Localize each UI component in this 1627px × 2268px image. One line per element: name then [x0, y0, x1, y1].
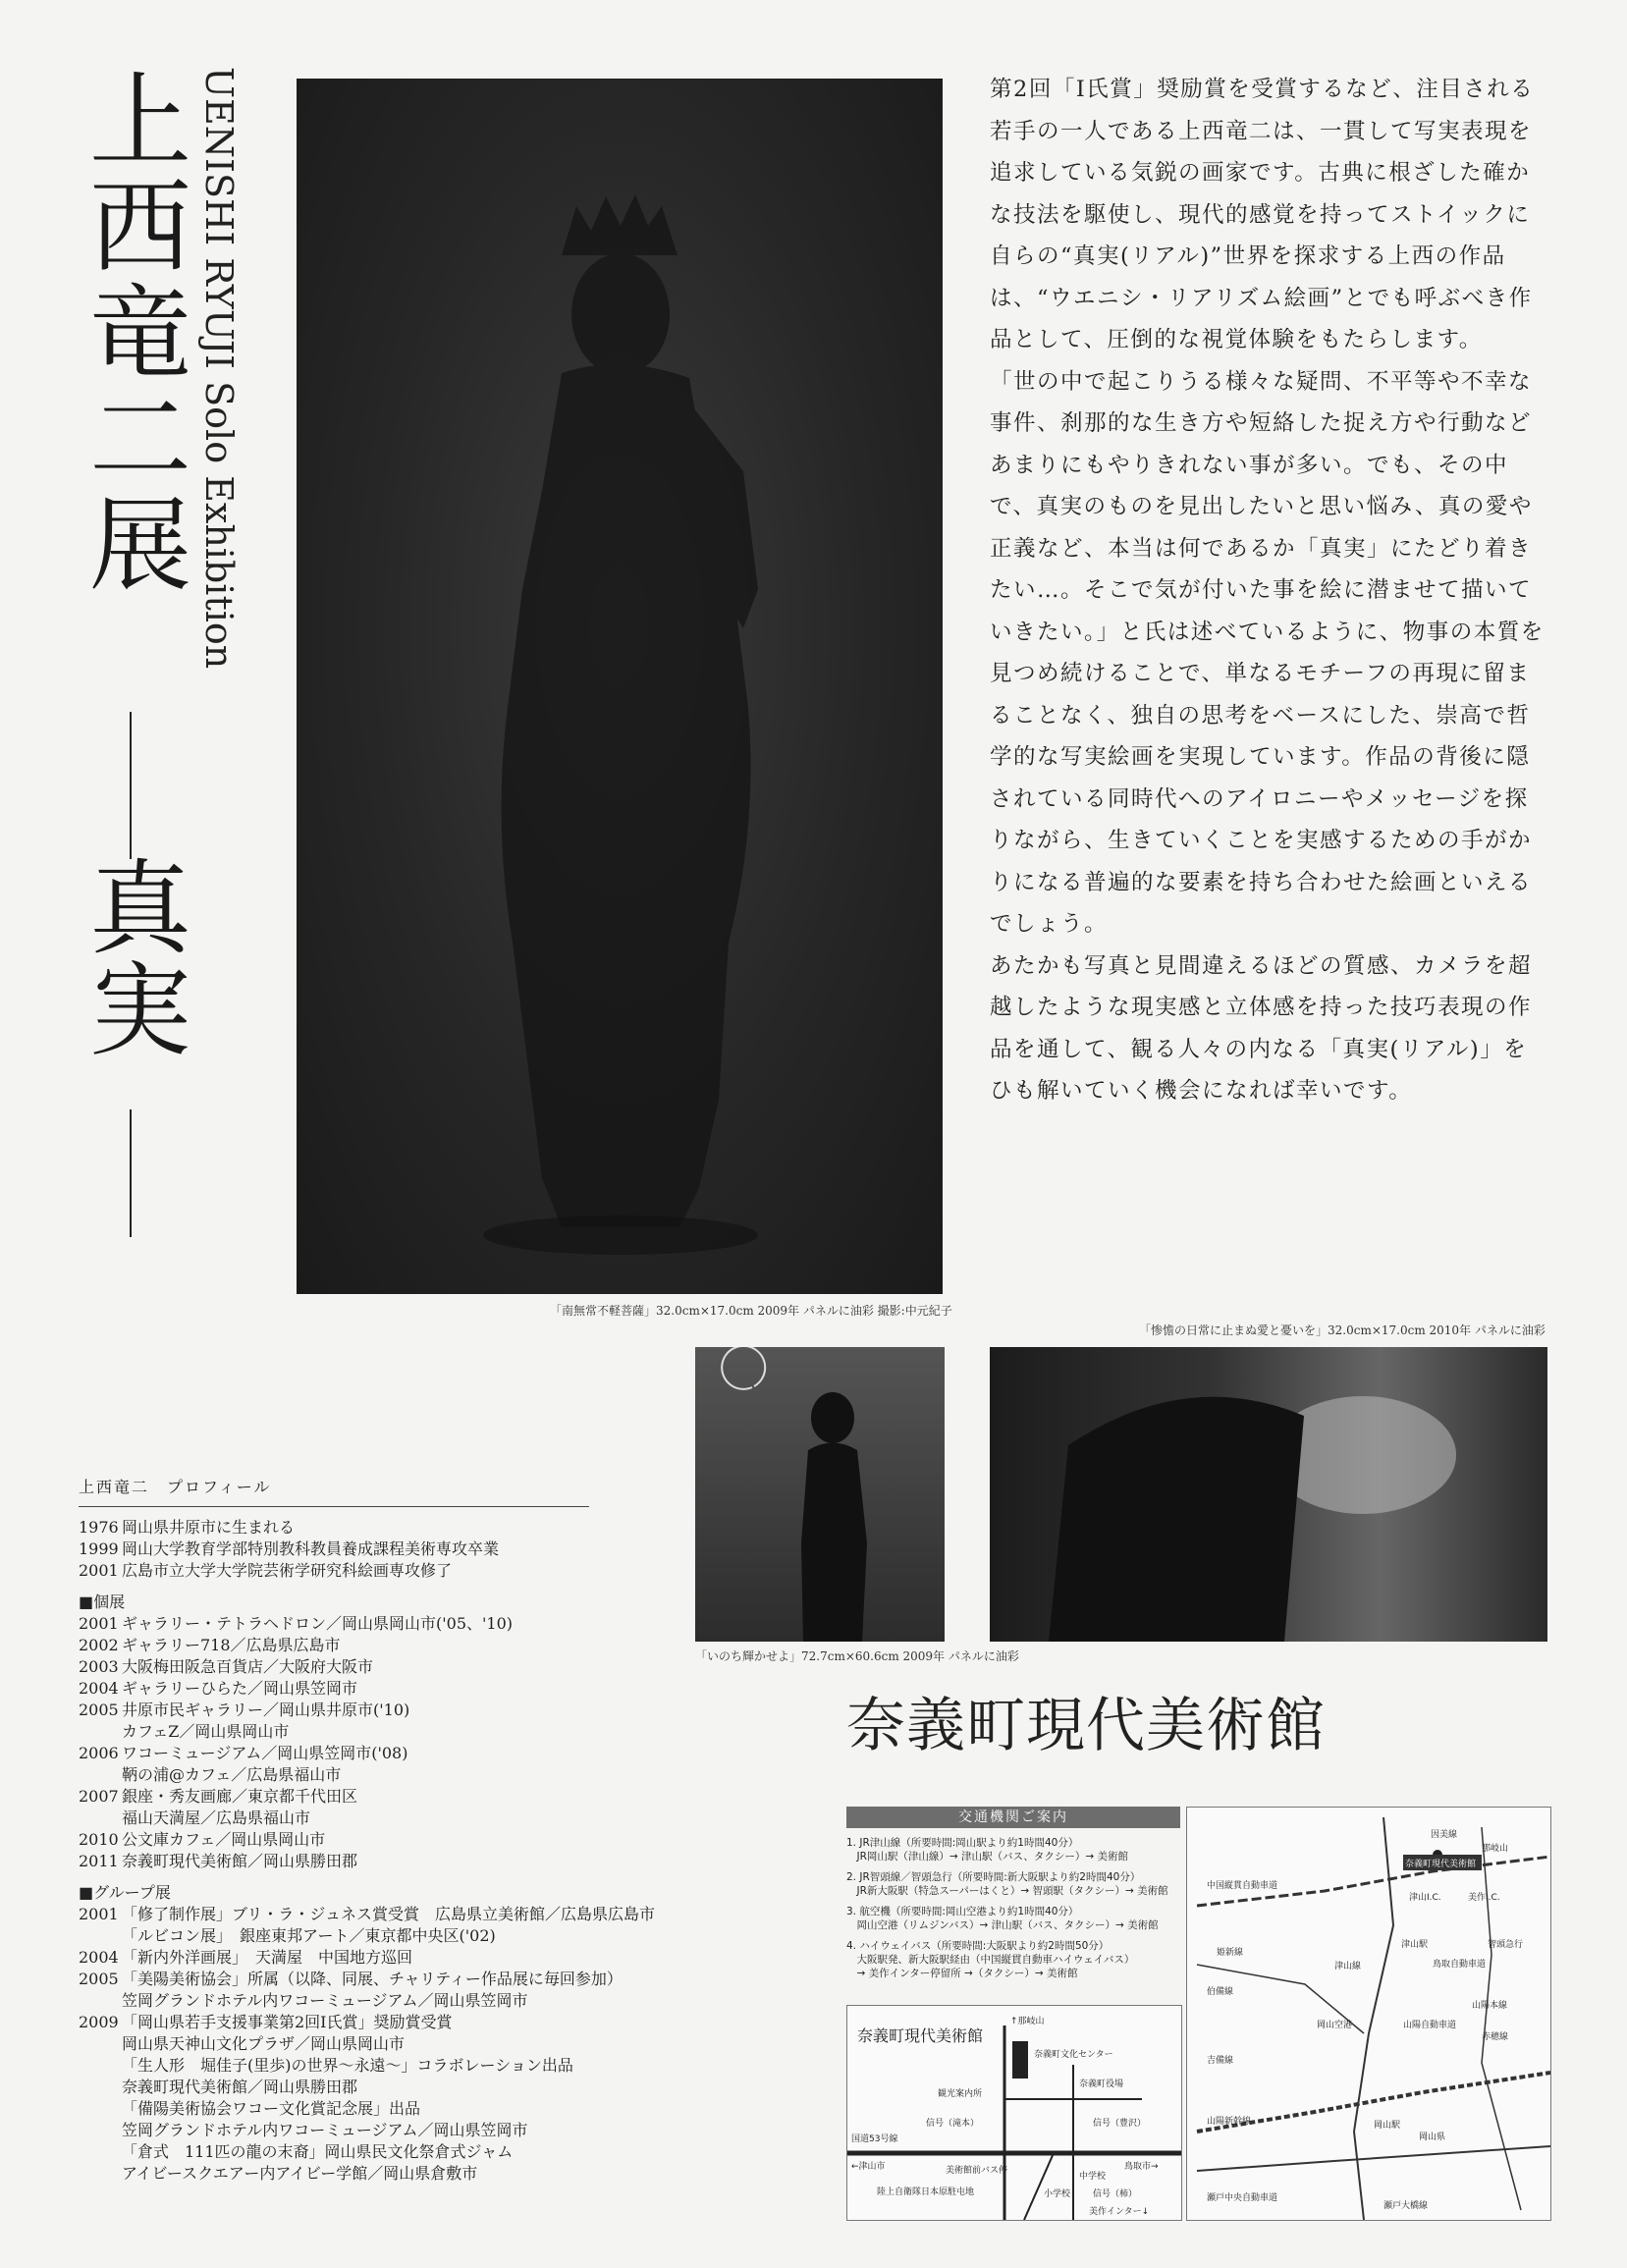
map-label: 伯備線: [1207, 1987, 1234, 1997]
statue-silhouette: [297, 79, 943, 1294]
exhibition-year: [79, 1925, 122, 1947]
exhibition-text: 笠岡グランドホテル内ワコーミュージアム／岡山県笠岡市: [122, 2121, 528, 2139]
exhibition-text: ワコーミュージアム／岡山県笠岡市('08): [122, 1744, 408, 1762]
access-item: [846, 1939, 1180, 1980]
map-label: 奈義町現代美術館: [1405, 1860, 1477, 1869]
exhibition-text: 笠岡グランドホテル内ワコーミュージアム／岡山県笠岡市: [122, 1991, 528, 2010]
exhibition-text: 「岡山県若手支援事業第2回I氏賞」奨励賞受賞: [122, 2013, 453, 2031]
page-subtitle: 真実: [72, 854, 191, 1058]
exhibition-year: [79, 2098, 122, 2120]
map-label: 信号（滝本）: [926, 2119, 980, 2129]
solo-heading: ■個展: [79, 1593, 126, 1611]
exhibition-text: 奈義町現代美術館／岡山県勝田郡: [122, 1852, 358, 1870]
exhibition-item: [79, 1656, 589, 1678]
map-label: 吉備線: [1207, 2056, 1234, 2066]
exhibition-year: [79, 2163, 122, 2185]
access-line: → 美作インター停留所 →（タクシー）→ 美術館: [846, 1968, 1078, 1979]
map-label: 瀬戸大橋線: [1383, 2201, 1429, 2211]
map-label: 岡山空港: [1317, 2021, 1353, 2030]
exhibition-item: [79, 1721, 589, 1743]
figure-silhouette: [695, 1347, 945, 1642]
exhibition-year: 2010: [79, 1830, 119, 1849]
exhibition-item: [79, 2077, 589, 2098]
page-title: 上西竜二展: [72, 67, 191, 597]
title-dash: [130, 1109, 132, 1237]
exhibition-year: 2006: [79, 1744, 119, 1762]
exhibition-year: 2004: [79, 1948, 119, 1967]
exhibition-item: [79, 2033, 589, 2055]
intro-paragraph: 第2回「I氏賞」奨励賞を受賞するなど、注目される若手の一人である上西竜二は、一貫して写実表現を追求している気鋭の画家です。古典に根ざした確かな技法を駆使し、現代的感覚を持ってストイックに自らの“真実(リアル)”世界を探求する上西の作品は、“ウエニシ・リアリズム絵画”とでも呼ぶべき作品として、圧倒的な視覚体験をもたらします。: [990, 77, 1535, 352]
map-label: 鳥取自動車道: [1433, 1960, 1487, 1970]
access-item: [846, 1905, 1180, 1932]
map-label: 奈義町文化センター: [1034, 2050, 1113, 2060]
map-label: 美作I.C.: [1468, 1893, 1500, 1903]
exhibition-text: 福山天満屋／広島県福山市: [122, 1809, 311, 1827]
access-item: [846, 1870, 1180, 1898]
map-label: 信号（柿）: [1093, 2189, 1138, 2199]
exhibition-year: 2005: [79, 1701, 119, 1719]
map-label: 那岐山: [1482, 1844, 1509, 1854]
museum-name: 奈義町現代美術館: [846, 1692, 1326, 1760]
artwork-small-image: [695, 1347, 945, 1642]
artwork-main-image: [297, 79, 943, 1294]
caption-small: 「いのち輝かせよ」72.7cm×60.6cm 2009年 パネルに油彩: [695, 1649, 1019, 1663]
caption-wide: 「惨憺の日常に止まぬ愛と憂いを」32.0cm×17.0cm 2010年 パネルに油彩: [1139, 1323, 1546, 1337]
exhibition-year: 2011: [79, 1852, 119, 1870]
exhibition-year: [79, 2141, 122, 2163]
access-line: 3. 航空機（所要時間:岡山空港より約1時間40分）: [846, 1906, 1079, 1917]
map-label: 津山線: [1334, 1962, 1362, 1971]
access-line: 岡山空港（リムジンバス）→ 津山駅（バス、タクシー）→ 美術館: [846, 1919, 1159, 1931]
exhibition-item: [79, 1904, 656, 1925]
exhibition-item: [79, 1851, 589, 1872]
exhibition-item: [79, 1829, 589, 1851]
bio-item: 2001 広島市立大学大学院芸術学研究科絵画専攻修了: [79, 1561, 453, 1580]
exhibition-item: [79, 1808, 589, 1829]
exhibition-item: [79, 1635, 589, 1656]
map-label: 陸上自衛隊日本原駐屯地: [877, 2187, 975, 2197]
exhibition-year: [79, 2033, 122, 2055]
route-map-lines: [1187, 1808, 1550, 2220]
map-label: 因美線: [1431, 1830, 1458, 1840]
access-line: 2. JR智頭線／智頭急行（所要時間:新大阪駅より約2時間40分）: [846, 1871, 1141, 1883]
title-dash: [130, 712, 132, 859]
exhibition-text: 銀座・秀友画廊／東京都千代田区: [122, 1787, 358, 1806]
map-label: 山陽本線: [1472, 2001, 1508, 2011]
map-label: 信号（豊沢）: [1093, 2119, 1147, 2129]
exhibition-year: [79, 2055, 122, 2077]
map-label: 観光案内所: [938, 2089, 983, 2099]
access-line: JR岡山駅（津山線）→ 津山駅（バス、タクシー）→ 美術館: [846, 1851, 1128, 1863]
exhibition-text: アイビースクエアー内アイビー学館／岡山県倉敷市: [122, 2164, 478, 2183]
exhibition-year: 2005: [79, 1970, 119, 1988]
map-label: 美作インター↓: [1089, 2207, 1150, 2217]
exhibition-item: [79, 1743, 589, 1764]
exhibition-text: 「新内外洋画展」 天満屋 中国地方巡回: [122, 1948, 413, 1967]
caption-main: 「南無常不軽菩薩」32.0cm×17.0cm 2009年 パネルに油彩 撮影:中元紀子: [550, 1304, 952, 1318]
exhibition-year: 2001: [79, 1614, 119, 1633]
map-label: 山陽自動車道: [1403, 2021, 1457, 2030]
access-line: 大阪駅発、新大阪駅経由（中国縦貫自動車ハイウェイバス）: [846, 1954, 1135, 1966]
exhibition-item: [79, 1764, 589, 1786]
map-label: 鳥取市→: [1124, 2162, 1159, 2172]
artist-profile: [79, 1477, 656, 2185]
exhibition-text: 「備陽美術協会ワコー文化賞記念展」出品: [122, 2099, 421, 2118]
exhibition-item: [79, 2141, 589, 2163]
map-label: 中学校: [1079, 2172, 1107, 2182]
group-list: [79, 1904, 656, 2185]
exhibition-year: 2003: [79, 1657, 119, 1676]
exhibition-item: [79, 1947, 589, 1969]
local-map-title: 奈義町現代美術館: [857, 2026, 984, 2045]
exhibition-text: 「美陽美術協会」所属（以降、同展、チャリティー作品展に毎回参加）: [122, 1970, 623, 1988]
exhibition-item: [79, 2055, 589, 2077]
map-label: 小学校: [1044, 2189, 1071, 2199]
exhibition-item: [79, 2012, 589, 2033]
exhibition-item: [79, 1925, 589, 1947]
intro-paragraph: あたかも写真と見間違えるほどの質感、カメラを超越したような現実感と立体感を持った技巧表現の作品を通して、観る人々の内なる「真実(リアル)」をひも解いていく機会になれば幸いです。: [990, 952, 1533, 1104]
bio-item: 1999 岡山大学教育学部特別教科教員養成課程美術専攻卒業: [79, 1539, 500, 1558]
exhibition-year: [79, 1721, 122, 1743]
exhibition-text: ギャラリー・テトラヘドロン／岡山県岡山市('05、'10): [122, 1614, 514, 1633]
access-line: JR新大阪駅（特急スーパーはくと）→ 智頭駅（タクシー）→ 美術館: [846, 1885, 1168, 1897]
access-info: [846, 1807, 1180, 1987]
exhibition-year: 2001: [79, 1905, 119, 1923]
exhibition-text: 「ルビコン展」 銀座東邦アート／東京都中央区('02): [122, 1926, 496, 1945]
map-label: 姫新線: [1217, 1948, 1244, 1958]
exhibition-year: 2009: [79, 2013, 119, 2031]
exhibition-text: 岡山県天神山文化プラザ／岡山県岡山市: [122, 2034, 406, 2053]
map-label: 瀬戸中央自動車道: [1207, 2193, 1278, 2203]
map-label: ←津山市: [851, 2162, 886, 2172]
exhibition-text: カフェZ／岡山県岡山市: [122, 1722, 290, 1741]
bio-list: [79, 1517, 589, 1582]
exhibition-text: ギャラリーひらた／岡山県笠岡市: [122, 1679, 358, 1698]
profile-heading: 上西竜二 プロフィール: [79, 1477, 589, 1507]
access-line: 1. JR津山線（所要時間:岡山駅より約1時間40分）: [846, 1837, 1079, 1849]
exhibition-text: 「倉式 111匹の龍の末裔」岡山県民文化祭倉式ジャム: [122, 2142, 514, 2161]
map-label: 津山駅: [1401, 1940, 1429, 1950]
exhibition-text: 井原市民ギャラリー／岡山県井原市('10): [122, 1701, 410, 1719]
exhibition-year: 2007: [79, 1787, 119, 1806]
route-map: [1186, 1807, 1551, 2221]
exhibition-item: [79, 1613, 589, 1635]
intro-text: [990, 69, 1547, 1112]
exhibition-item: [79, 1700, 589, 1721]
exhibition-item: [79, 2098, 589, 2120]
access-list: [846, 1836, 1180, 1980]
exhibition-item: [79, 1990, 589, 2012]
map-label: 美術館前バス停: [946, 2166, 1008, 2176]
exhibition-year: [79, 1764, 122, 1786]
exhibition-text: 奈義町現代美術館／岡山県勝田郡: [122, 2078, 358, 2096]
map-label: 赤穂線: [1482, 2032, 1509, 2042]
exhibition-year: [79, 2077, 122, 2098]
exhibition-text: ギャラリー718／広島県広島市: [122, 1636, 341, 1654]
map-label: 津山I.C.: [1409, 1893, 1441, 1903]
title-english: UENISHI RYUJI Solo Exhibition: [197, 67, 241, 670]
artwork-wide-image: [990, 1347, 1547, 1642]
map-label: 国道53号線: [851, 2134, 898, 2144]
bio-item: 1976 岡山県井原市に生まれる: [79, 1518, 296, 1537]
exhibition-year: [79, 1990, 122, 2012]
access-item: [846, 1836, 1180, 1863]
exhibition-text: 「修了制作展」ブリ・ラ・ジュネス賞受賞 広島県立美術館／広島県広島市: [122, 1905, 656, 1923]
access-line: 4. ハイウェイバス（所要時間:大阪駅より約2時間50分）: [846, 1940, 1110, 1952]
exhibition-item: [79, 2163, 589, 2185]
exhibition-year: [79, 2120, 122, 2141]
exhibition-text: 「生人形 堀佳子(里歩)の世界～永遠～」コラボレーション出品: [122, 2056, 573, 2075]
exhibition-year: [79, 1808, 122, 1829]
solo-list: [79, 1613, 589, 1872]
map-label: 岡山県: [1419, 2133, 1446, 2142]
map-label: 奈義町役場: [1079, 2079, 1124, 2089]
map-label: 中国縦貫自動車道: [1207, 1881, 1278, 1891]
exhibition-text: 公文庫カフェ／岡山県岡山市: [122, 1830, 326, 1849]
group-heading: ■グループ展: [79, 1883, 171, 1902]
map-label: 智頭急行: [1488, 1940, 1524, 1950]
map-label: 岡山駅: [1374, 2121, 1401, 2131]
exhibition-item: [79, 1969, 623, 1990]
portrait-silhouette: [990, 1347, 1547, 1642]
exhibition-item: [79, 2120, 589, 2141]
access-heading: 交通機関ご案内: [846, 1807, 1180, 1828]
exhibition-year: 2004: [79, 1679, 119, 1698]
local-map: [846, 2005, 1182, 2221]
map-label: ↑那岐山: [1010, 2017, 1045, 2026]
exhibition-year: 2002: [79, 1636, 119, 1654]
intro-paragraph: 「世の中で起こりうる様々な疑問、不平等や不幸な事件、刹那的な生き方や短絡した捉え方や行動などあまりにもやりきれない事が多い。でも、その中で、真実のものを見出したいと思い悩み、真の愛や正義など、本当は何であるか「真実」にたどり着きたい…。そこで気が付いた事を絵に潜ませて描いていきたい。」と氏は述べているように、物事の本質を見つめ続けることで、単なるモチーフの再現に留まることなく、独自の思考をベースにした、崇高で哲学的な写実絵画を実現しています。作品の背後に隠されている同時代へのアイロニーやメッセージを探りながら、生きていくことを実感するための手がかりになる普遍的な要素を持ち合わせた絵画といえるでしょう。: [990, 368, 1545, 937]
exhibition-text: 鞆の浦@カフェ／広島県福山市: [122, 1765, 342, 1784]
exhibition-text: 大阪梅田阪急百貨店／大阪府大阪市: [122, 1657, 374, 1676]
map-label: 山陽新幹線: [1207, 2117, 1252, 2127]
exhibition-item: [79, 1678, 589, 1700]
exhibition-item: [79, 1786, 589, 1808]
